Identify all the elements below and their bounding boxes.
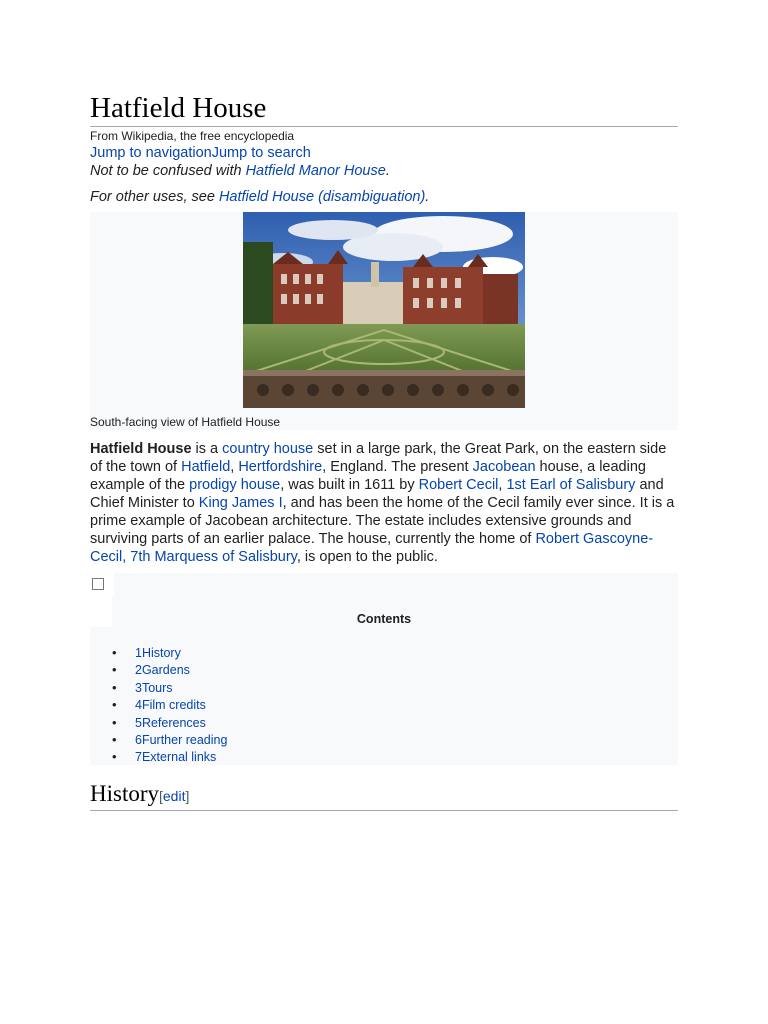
hatfield-house-photo[interactable] (243, 212, 525, 408)
toc-label: Tours (141, 680, 173, 695)
toc-link-references[interactable] (135, 716, 206, 730)
toc-link-gardens[interactable] (135, 663, 190, 677)
jump-to-navigation-link[interactable]: Jump to navigation (90, 145, 212, 161)
toc-number: 5 (135, 715, 142, 730)
prodigy-house-link[interactable]: prodigy house (189, 477, 281, 493)
earl-of-salisbury-link[interactable]: 1st Earl of Salisbury (506, 477, 636, 493)
toc-link-tours[interactable] (135, 681, 173, 695)
toc-number: 7 (135, 750, 142, 765)
edit-bracket-close: ] (185, 788, 190, 804)
toc-item (110, 732, 227, 749)
history-heading (90, 780, 678, 811)
toc-link-film-credits[interactable] (135, 698, 206, 712)
toc-item (110, 662, 227, 679)
toc-number: 4 (135, 698, 142, 713)
hatnote-text: . (425, 189, 430, 205)
toc-number: 2 (135, 663, 142, 678)
figure-caption: South-facing view of Hatfield House (90, 415, 281, 429)
toc-item (110, 645, 227, 662)
lead-text: , (498, 477, 507, 493)
site-tagline: From Wikipedia, the free encyclopedia (90, 129, 295, 143)
toc-item (110, 715, 227, 732)
toc-title: Contents (356, 612, 412, 626)
hatnote-text: For other uses, see (90, 189, 219, 205)
lead-text: , and has been the home of the Cecil family ever since. It is a prime example of Jacobean architecture. The estate includes extensive grounds and surviving parts of an earlier palace. The house, currently the home of (90, 495, 675, 547)
hatnote-text: . (385, 163, 390, 179)
hertfordshire-link[interactable]: Hertfordshire (238, 459, 323, 475)
toc-label: References (141, 715, 206, 730)
hatfield-link[interactable]: Hatfield (181, 459, 231, 475)
hatnote-other-uses (90, 188, 429, 206)
toc-label: Further reading (141, 732, 228, 747)
lead-text: , England. The present (322, 459, 473, 475)
toc-item (110, 749, 227, 766)
table-of-contents (90, 573, 678, 765)
toc-item (110, 697, 227, 714)
lead-text: , was built in 1611 by (280, 477, 419, 493)
toc-link-history[interactable] (135, 646, 181, 660)
hatnote-text: Not to be confused with (90, 163, 246, 179)
jump-links (90, 144, 311, 162)
lead-text: , (230, 459, 239, 475)
lead-paragraph (90, 440, 678, 566)
king-james-link[interactable]: King James I (198, 495, 283, 511)
hatfield-house-image (243, 212, 525, 408)
toc-link-external-links[interactable] (135, 750, 216, 764)
toc-number: 3 (135, 680, 142, 695)
toc-item (110, 680, 227, 697)
page-title: Hatfield House (90, 90, 678, 127)
lead-text: set in a large park, the Great Park, on the eastern side of the town of (90, 441, 667, 475)
hatfield-manor-house-link[interactable]: Hatfield Manor House (245, 163, 386, 179)
lead-text: is a (191, 441, 223, 457)
disambiguation-link[interactable]: Hatfield House (disambiguation) (218, 189, 426, 205)
toc-toggle-checkbox[interactable] (92, 578, 104, 590)
edit-section (159, 788, 189, 804)
toc-list (110, 645, 227, 767)
edit-bracket-open: [ (159, 788, 163, 804)
toc-toggle-area (90, 573, 114, 597)
jacobean-link[interactable]: Jacobean (472, 459, 536, 475)
hatnote-not-confused (90, 162, 390, 180)
lead-text: house, a leading example of the (90, 459, 646, 493)
toc-link-further-reading[interactable] (135, 733, 227, 747)
infobox-figure (90, 212, 678, 430)
history-heading-text: History (90, 781, 159, 806)
toc-label: External links (141, 750, 217, 765)
toc-number: 6 (135, 732, 142, 747)
toc-label: History (141, 646, 181, 660)
country-house-link[interactable]: country house (222, 441, 314, 457)
toc-label: Film credits (141, 698, 206, 713)
edit-history-link[interactable]: edit (162, 788, 186, 804)
lead-text: and Chief Minister to (90, 477, 664, 511)
gascoyne-cecil-link[interactable]: Robert Gascoyne-Cecil, 7th Marquess of Salisbury (90, 531, 654, 565)
toc-number: 1 (135, 646, 142, 660)
toc-label: Gardens (141, 663, 190, 678)
lead-text: , is open to the public. (296, 549, 438, 565)
robert-cecil-link[interactable]: Robert Cecil (418, 477, 499, 493)
jump-to-search-link[interactable]: Jump to search (211, 145, 311, 161)
article-subject-bold: Hatfield House (90, 441, 192, 457)
